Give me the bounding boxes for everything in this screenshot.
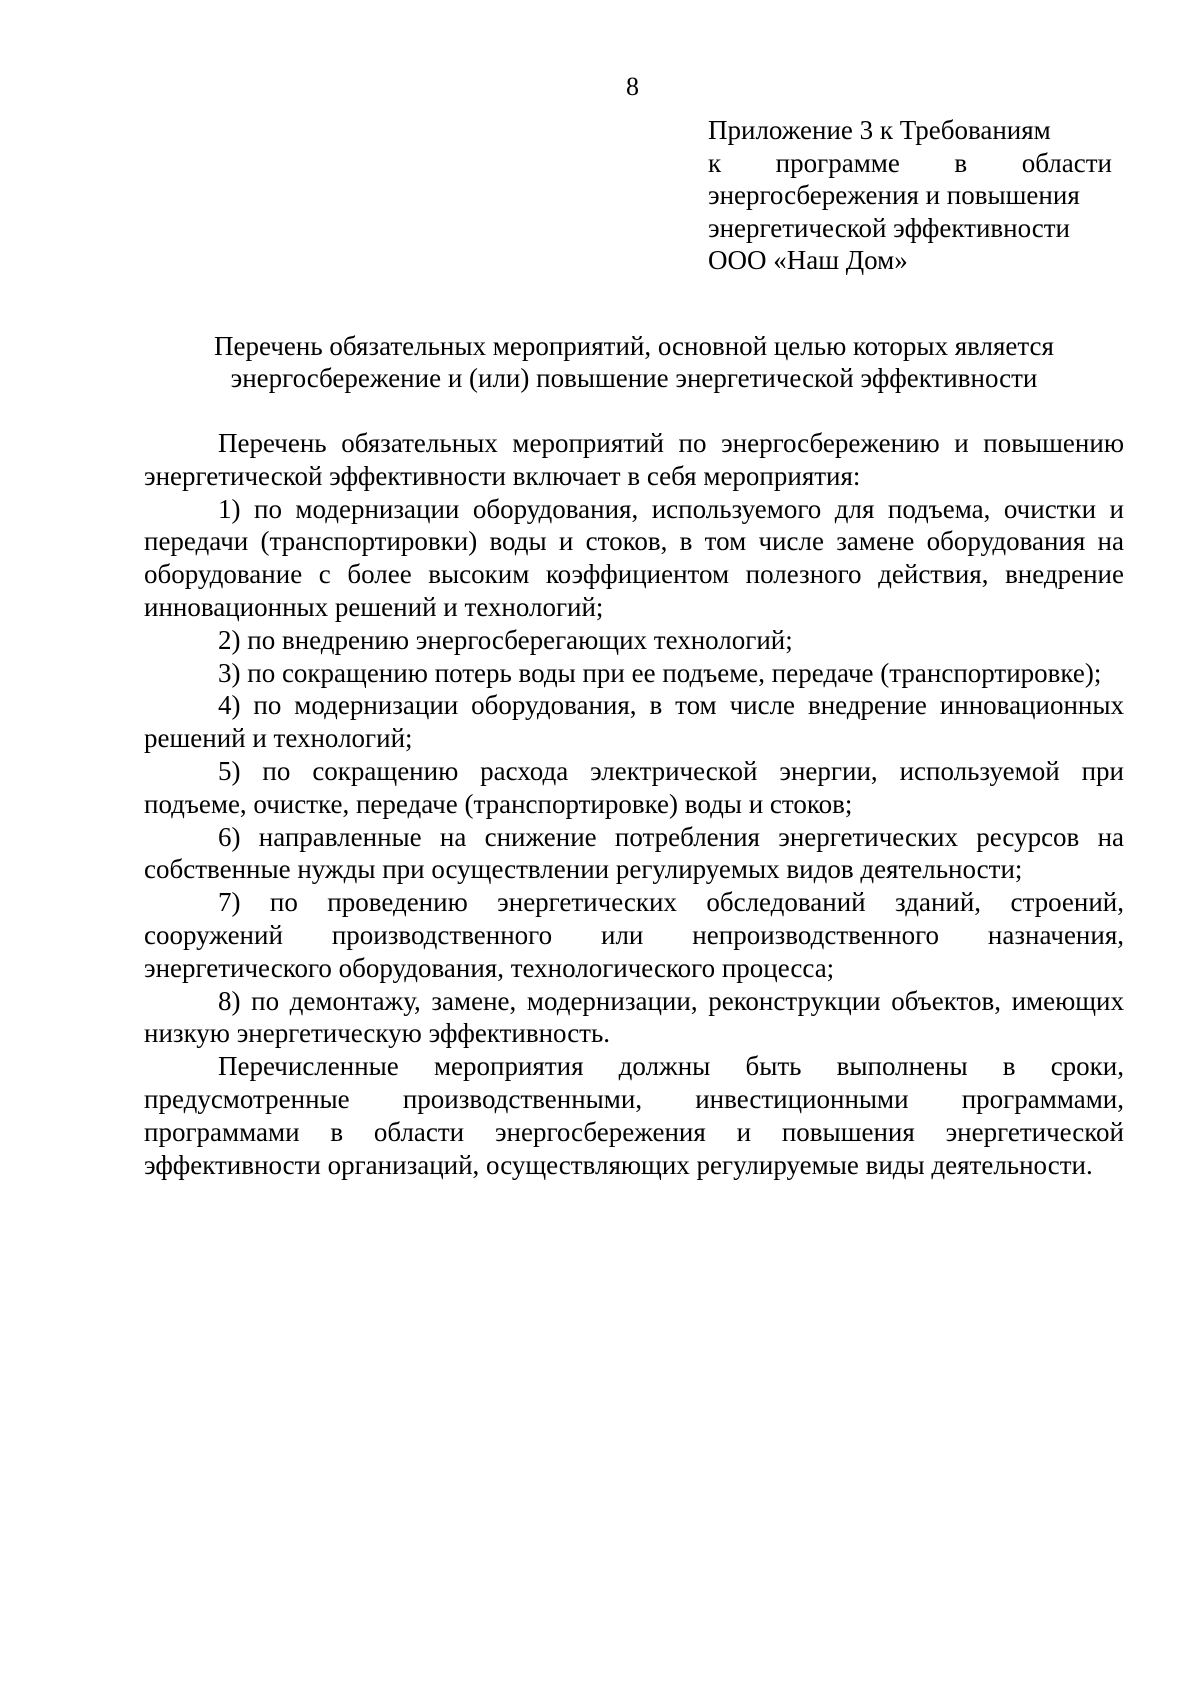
page-number: 8 xyxy=(626,72,639,101)
intro-paragraph: Перечень обязательных мероприятий по энергосбережению и повышению энергетической эффективности включает в себя мероприятия: xyxy=(144,428,1124,491)
list-item: 4) по модернизации оборудования, в том числе внедрение инновационных решений и технологий; xyxy=(144,690,1124,754)
title-line: Перечень обязательных мероприятий, основной целью которых является xyxy=(214,331,1054,361)
list-item: 1) по модернизации оборудования, используемого для подъема, очистки и передачи (транспортировки) воды и стоков, в том числе замене оборудования на оборудование с более высоким коэффициентом полезного действия, внедрение инновационных решений и технологий; xyxy=(144,493,1124,622)
appendix-line: ООО «Наш Дом» xyxy=(708,245,908,275)
title-line: энергосбережение и (или) повышение энергетической эффективности xyxy=(230,363,1038,393)
appendix-line: энергосбережения и повышения xyxy=(708,180,1080,210)
appendix-line: к программе в области xyxy=(708,147,1112,178)
list-item: 5) по сокращению расхода электрической энергии, используемой при подъеме, очистке, передаче (транспортировке) воды и стоков; xyxy=(144,755,1124,819)
document-title xyxy=(144,330,1124,394)
appendix-line: энергетической эффективности xyxy=(708,212,1070,243)
list-item: 7) по проведению энергетических обследований зданий, строений, сооружений производственного или непроизводственного назначения, энергетического оборудования, технологического процесса; xyxy=(144,887,1124,983)
list-item: 3) по сокращению потерь воды при ее подъеме, передаче (транспортировке); xyxy=(218,657,1102,688)
list-item: 2) по внедрению энергосберегающих технологий; xyxy=(218,624,793,655)
list-item: 8) по демонтажу, замене, модернизации, реконструкции объектов, имеющих низкую энергетическую эффективность. xyxy=(144,985,1124,1049)
document-body xyxy=(144,427,1124,1181)
appendix-header xyxy=(708,114,1112,277)
appendix-line: Приложение 3 к Требованиям xyxy=(708,115,1051,145)
list-item: 6) направленные на снижение потребления энергетических ресурсов на собственные нужды при осуществлении регулируемых видов деятельности; xyxy=(144,821,1124,885)
closing-paragraph: Перечисленные мероприятия должны быть выполнены в сроки, предусмотренные производственными, инвестиционными программами, программами в области энергосбережения и повышения энергетической эффективности организаций, осуществляющих регулируемые виды деятельности. xyxy=(144,1051,1124,1180)
